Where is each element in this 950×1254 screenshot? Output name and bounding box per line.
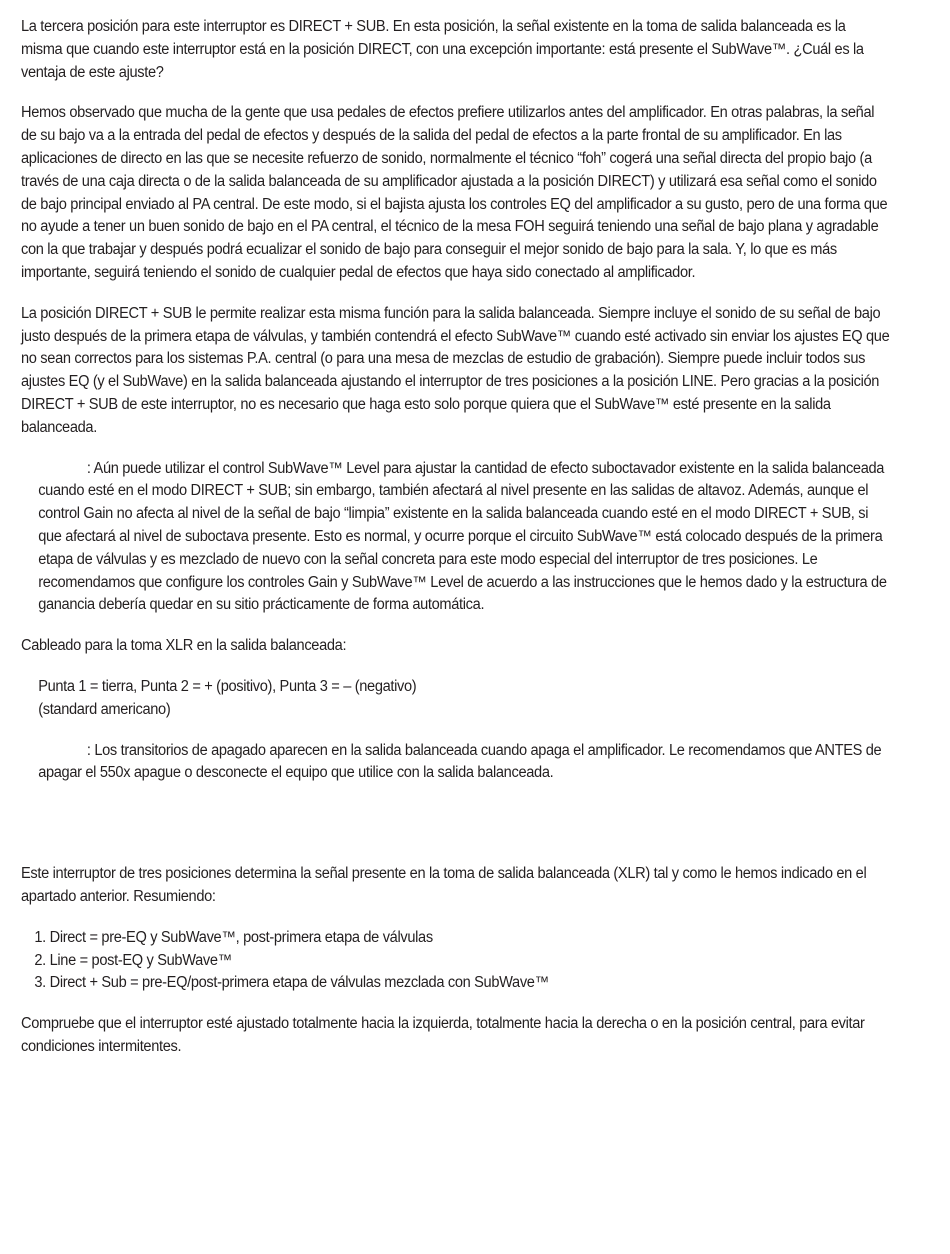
paragraph-switch-position-warning: Compruebe que el interruptor esté ajustado totalmente hacia la izquierda, totalmente hacia la derecha o en la posición central, para evitar condiciones intermitentes. (21, 1015, 865, 1055)
paragraph-effects-pedals: Hemos observado que mucha de la gente que usa pedales de efectos prefiere utilizarlos antes del amplificador. En otras palabras, la señal de su bajo va a la entrada del pedal de efectos y después de la salida del pedal de efectos a la parte frontal de su amplificador. En las aplicaciones de directo en las que se necesite refuerzo de sonido, normalmente el técnico “foh” cogerá una señal directa del propio bajo (a través de una caja directa o de la salida balanceada de su amplificador ajustada a la posición DIRECT) y utilizará esa señal como el sonido de bajo principal enviado al PA central. De este modo, si el bajista ajusta los controles EQ del amplificador a su gusto, pero de una forma que no ayude a tener un buen sonido de bajo en el PA central, el técnico de la mesa FOH seguirá teniendo una señal de bajo plana y agradable con la que trabajar y después podrá ecualizar el sonido de bajo para conseguir el mejor sonido de bajo para la sala. Y, lo que es más importante, seguirá teniendo el sonido de cualquier pedal de efectos que haya sido conectado al amplificador. (21, 104, 888, 281)
note-power-transients: : Los transitorios de apagado aparecen en la salida balanceada cuando apaga el amplificador. Le recomendamos que ANTES de apagar el 550x apague o desconecte el equipo que utilice con la salida balanceada. (38, 741, 882, 782)
document-page (21, 16, 890, 1059)
wiring-standard: (standard americano) (38, 700, 171, 718)
paragraph-three-position-switch: Este interruptor de tres posiciones determina la señal presente en la toma de salida balanceada (XLR) tal y como le hemos indicado en el apartado anterior. Resumiendo: (21, 865, 867, 905)
summary-list (21, 927, 890, 995)
paragraph-direct-sub-function: La posición DIRECT + SUB le permite realizar esta misma función para la salida balanceada. Siempre incluye el sonido de su señal de bajo justo después de la primera etapa de válvulas, y también contendrá el efecto SubWave™ cuando esté activado sin enviar los ajustes EQ que no sean correctos para los sistemas P.A. central (o para una mesa de mezclas de estudio de grabación). Siempre puede incluir todos sus ajustes EQ (y el SubWave) en la salida balanceada ajustando el interruptor de tres posiciones a la posición LINE. Pero gracias a la posición DIRECT + SUB de este interruptor, no es necesario que haga esto solo porque quiera que el SubWave™ esté presente en la salida balanceada. (21, 304, 890, 436)
note-subwave-level: : Aún puede utilizar el control SubWave™ Level para ajustar la cantidad de efecto suboctavador existente en la salida balanceada cuando esté en el modo DIRECT + SUB; sin embargo, también afectará al nivel presente en las salidas de altavoz. Además, aunque el control Gain no afecta al nivel de la señal de bajo “limpia” existente en la salida balanceada cuando esté en el modo DIRECT + SUB, si que afectará al nivel de suboctava presente. Esto es normal, y ocurre porque el circuito SubWave™ está colocado después de la primera etapa de válvulas y es mezclado de nuevo con la señal concreta para este modo especial del interruptor de tres posiciones. Le recomendamos que configure los controles Gain y SubWave™ Level de acuerdo a las instrucciones que le hemos dado y la estructura de ganancia debería quedar en su sitio prácticamente de forma automática. (38, 459, 887, 614)
paragraph-direct-sub-intro: La tercera posición para este interruptor es DIRECT + SUB. En esta posición, la señal existente en la toma de salida balanceada es la misma que cuando este interruptor está en la posición DIRECT, con una excepción importante: está presente el SubWave™. ¿Cuál es la ventaja de este ajuste? (21, 18, 864, 81)
list-item: 2. Line = post-EQ y SubWave™ (34, 951, 232, 969)
wiring-title: Cableado para la toma XLR en la salida balanceada: (21, 637, 347, 655)
wiring-pinout: Punta 1 = tierra, Punta 2 = + (positivo), Punta 3 = – (negativo) (38, 677, 417, 695)
list-item: 1. Direct = pre-EQ y SubWave™, post-primera etapa de válvulas (34, 928, 433, 946)
list-item: 3. Direct + Sub = pre-EQ/post-primera etapa de válvulas mezclada con SubWave™ (34, 974, 549, 992)
